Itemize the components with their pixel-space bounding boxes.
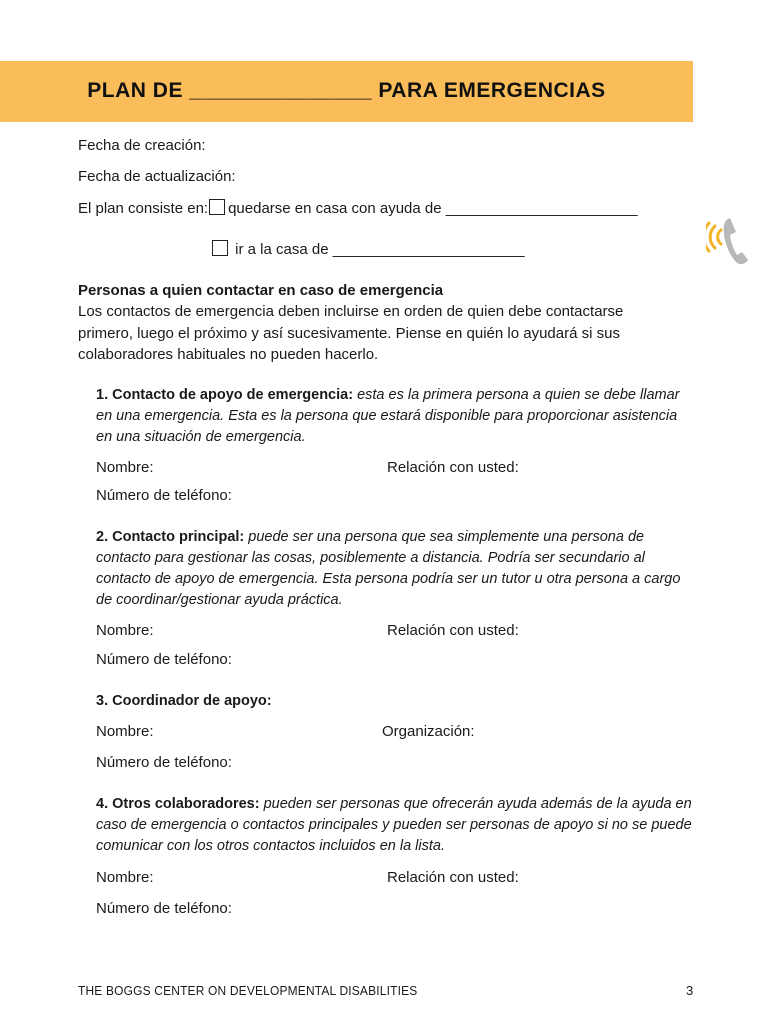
page-title: PLAN DE _______________ PARA EMERGENCIAS (87, 79, 606, 102)
phone-label: Número de teléfono: (96, 900, 232, 917)
page-number: 3 (686, 983, 694, 998)
name-label: Nombre: (96, 869, 154, 886)
relation-label: Relación con usted: (387, 459, 519, 476)
intro-line: colaboradores habituales no pueden hacerlo. (78, 346, 379, 363)
item-lead: 3. Coordinador de apoyo: (96, 693, 272, 709)
item-lead: 1. Contacto de apoyo de emergencia: (96, 387, 354, 403)
intro-line: primero, luego el próximo y así sucesivamente. Piense en quién lo ayudará si sus (78, 324, 620, 342)
plan-option-stay-row (78, 199, 638, 217)
title-banner (0, 61, 693, 122)
go-checkbox[interactable] (212, 240, 228, 256)
item-lead: 2. Contacto principal: (96, 529, 245, 545)
contacts-intro (78, 301, 678, 366)
plan-label: El plan consiste en: (78, 200, 209, 217)
contact-item-4 (96, 794, 694, 857)
update-date-label: Fecha de actualización: (78, 168, 236, 185)
footer-organization: THE BOGGS CENTER ON DEVELOPMENTAL DISABILITIES (78, 983, 418, 998)
phone-label: Número de teléfono: (96, 754, 232, 771)
phone-ringing-icon (706, 214, 750, 266)
item-description: puede ser una persona que sea simplemente una persona de contacto para gestionar las cosas, posiblemente a distancia. Podría ser secundario al contacto de apoyo de emergencia. Esta persona podría ser un tutor u otra persona a cargo de coordinar/gestionar ayuda práctica. (96, 529, 681, 608)
name-label: Nombre: (96, 459, 154, 476)
creation-date-label: Fecha de creación: (78, 137, 206, 154)
contacts-heading: Personas a quien contactar en caso de emergencia (78, 282, 444, 299)
phone-label: Número de teléfono: (96, 487, 232, 504)
plan-option-go-row (211, 240, 525, 258)
item-description: esta es la primera persona a quien se debe llamar en una emergencia. Esta es la persona que estará disponible para proporcionar asistencia en una situación de emergencia. (96, 387, 680, 445)
option-go-text: ir a la casa de _______________________ (235, 241, 525, 258)
name-label: Nombre: (96, 622, 154, 639)
intro-line: Los contactos de emergencia deben incluirse en orden de quien debe contactarse (78, 303, 624, 320)
contact-item-1 (96, 385, 686, 448)
contact-item-2 (96, 527, 696, 611)
item-description: pueden ser personas que ofrecerán ayuda además de la ayuda en caso de emergencia o contactos principales y pueden ser personas de apoyo si no se puede comunicar con los otros contactos incluidos en la lista. (96, 796, 692, 854)
item-lead: 4. Otros colaboradores: (96, 796, 260, 812)
phone-label: Número de teléfono: (96, 651, 232, 668)
name-label: Nombre: (96, 723, 154, 740)
organization-label: Organización: (382, 723, 475, 740)
option-stay-text: quedarse en casa con ayuda de _______________________ (228, 200, 638, 217)
relation-label: Relación con usted: (387, 869, 519, 886)
stay-checkbox[interactable] (209, 199, 225, 215)
contact-item-3 (96, 691, 696, 712)
relation-label: Relación con usted: (387, 622, 519, 639)
